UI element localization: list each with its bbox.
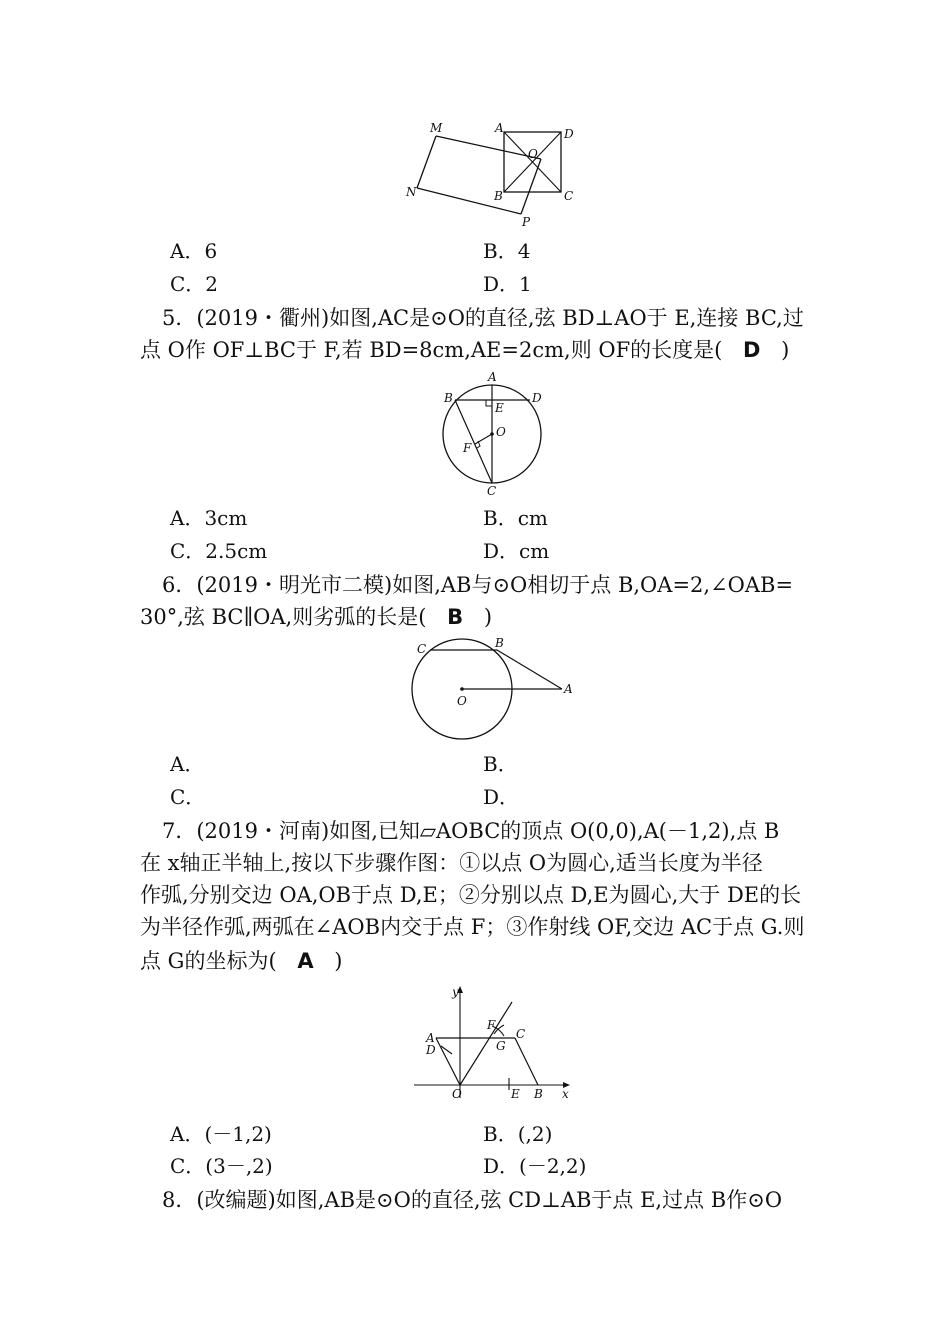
q5-stem-close: ) — [781, 338, 790, 362]
q7-stem-line2: 在 x轴正半轴上,按以下步骤作图：①以点 O为圆心,适当长度为半径 — [140, 851, 763, 875]
q5-label-C: C — [487, 484, 497, 498]
q4-segment-MP — [436, 136, 541, 159]
q7-label-D: D — [426, 1043, 436, 1057]
q4-label-P: P — [522, 215, 531, 229]
q6-tangent-AB — [497, 650, 562, 689]
q4-label-C: C — [564, 189, 574, 203]
q8-stem-line1: 8．(改编题)如图,AB是⊙O的直径,弦 CD⊥AB于点 E,过点 B作⊙O — [162, 1188, 783, 1212]
q5-label-F: F — [463, 441, 472, 455]
q7-figure — [410, 982, 580, 1102]
q7-stem-line3: 作弧,分别交边 OA,OB于点 D,E；②分别以点 D,E为圆心,大于 DE的长 — [140, 883, 802, 907]
q7-label-G: G — [496, 1039, 506, 1053]
q5-stem-line1: 5．(2019・衢州)如图,AC是⊙O的直径,弦 BD⊥AO于 E,连接 BC,过 — [162, 306, 804, 330]
q7-label-F: F — [487, 1018, 496, 1032]
q5-label-E: E — [495, 401, 504, 415]
q5-label-O: O — [496, 425, 506, 439]
q4-label-B: B — [494, 189, 503, 203]
q4-option-d: D．1 — [483, 272, 532, 296]
q6-stem-line1: 6．(2019・明光市二模)如图,AB与⊙O相切于点 B,OA=2,∠OAB= — [162, 573, 794, 597]
q7-stem-close: ) — [334, 949, 343, 973]
q6-figure — [405, 636, 585, 746]
q5-stem-text: 点 O作 OF⊥BC于 F,若 BD=8cm,AE=2cm,则 OF的长度是( — [140, 338, 723, 362]
q4-label-D: D — [564, 127, 574, 141]
q7-label-C: C — [516, 1027, 526, 1041]
q5-figure — [430, 368, 560, 498]
q6-label-O: O — [457, 694, 467, 708]
q7-option-d: D．(－2,2) — [483, 1154, 587, 1178]
q7-label-A: A — [426, 1031, 435, 1045]
q7-label-x: x — [562, 1087, 569, 1101]
q6-answer: B — [447, 605, 464, 629]
q5-segment-OF — [475, 434, 492, 444]
q7-segment-CB — [515, 1038, 538, 1085]
q4-option-a: A．6 — [170, 239, 218, 263]
q7-label-y: y — [452, 985, 459, 999]
q5-stem-line2 — [140, 336, 820, 364]
q7-label-O: O — [452, 1087, 462, 1101]
q5-segment-BC — [455, 400, 492, 483]
q6-stem-line2 — [140, 603, 820, 631]
q7-stem-line1: 7．(2019・河南)如图,已知▱AOBC的顶点 O(0,0),A(－1,2),点 B — [162, 819, 780, 843]
q7-stem-line4: 为半径作弧,两弧在∠AOB内交于点 F；③作射线 OF,交边 AC于点 G.则 — [140, 915, 805, 939]
q7-option-a: A．(－1,2) — [170, 1122, 272, 1146]
q7-label-E: E — [511, 1087, 520, 1101]
q7-stem-text: 点 G的坐标为( — [140, 949, 277, 973]
q5-label-A: A — [488, 370, 497, 384]
q5-option-a: A．3cm — [170, 506, 248, 530]
q6-label-C: C — [417, 642, 427, 656]
q6-center-dot — [460, 687, 464, 691]
q7-option-c: C．(3－,2) — [170, 1154, 273, 1178]
q7-option-b: B．(,2) — [483, 1122, 553, 1146]
q4-label-N: N — [406, 185, 417, 199]
q4-option-c: C．2 — [170, 272, 219, 296]
q5-center-dot — [490, 432, 494, 436]
q5-option-c: C．2.5cm — [170, 539, 268, 563]
q7-answer: A — [297, 949, 314, 973]
q6-option-a: A． — [170, 752, 205, 776]
q4-segment-MN — [417, 136, 436, 188]
q6-label-A: A — [564, 682, 573, 696]
q6-label-B: B — [495, 636, 504, 650]
q5-option-b: B．cm — [483, 506, 548, 530]
q4-label-M: M — [430, 121, 443, 135]
q4-figure — [400, 118, 590, 230]
q5-label-B: B — [444, 391, 453, 405]
q5-right-angle-E — [486, 400, 492, 406]
q6-stem-text: 30°,弦 BC∥OA,则劣弧的长是( — [140, 605, 427, 629]
q5-label-D: D — [532, 391, 542, 405]
q7-segment-OA — [436, 1038, 460, 1085]
q5-option-d: D．cm — [483, 539, 550, 563]
q6-option-b: B． — [483, 752, 518, 776]
q7-label-B: B — [534, 1087, 543, 1101]
q4-label-A: A — [495, 121, 504, 135]
q4-label-O: O — [528, 147, 538, 161]
q6-option-c: C． — [170, 785, 206, 809]
q7-stem-line5 — [140, 947, 820, 975]
q5-answer: D — [743, 338, 761, 362]
q4-option-b: B．4 — [483, 239, 531, 263]
q6-option-d: D． — [483, 785, 520, 809]
q6-stem-close: ) — [483, 605, 493, 629]
